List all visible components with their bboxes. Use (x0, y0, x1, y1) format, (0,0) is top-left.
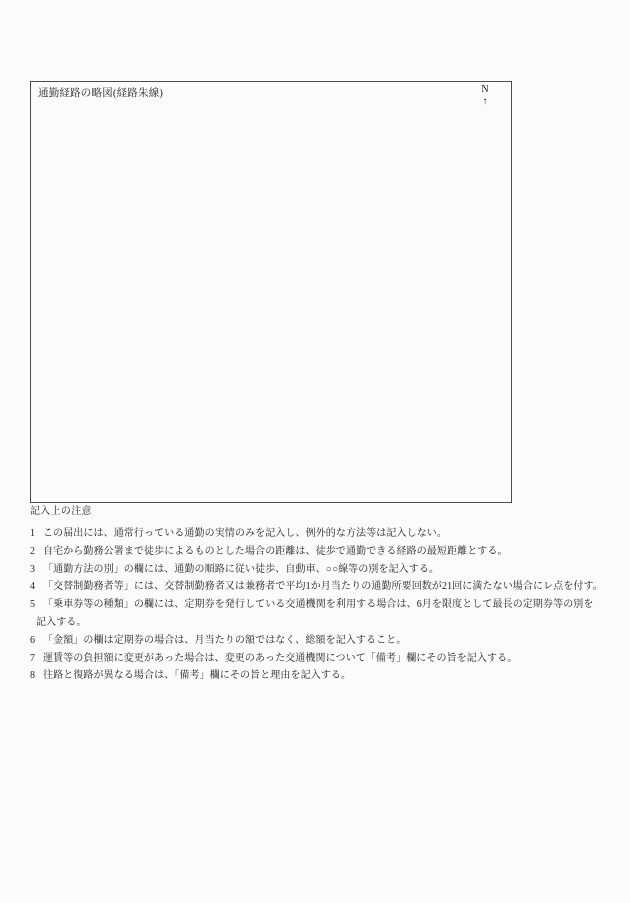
notes-heading: 記入上の注意 (30, 506, 92, 517)
note-item-number: 4 (30, 581, 35, 593)
note-item-text: 記入する。 (36, 616, 87, 628)
commute-route-map-box (30, 81, 512, 503)
note-item-text: 運賃等の負担額に変更があった場合は、変更のあった交通機関について「備考」欄にその旨を記入する。 (43, 652, 518, 664)
map-box-title: 通勤経路の略図(経路朱線) (38, 88, 164, 99)
note-item (30, 632, 610, 650)
notes-section (30, 505, 610, 685)
note-item-text: 「交替制勤務者等」には、交替制勤務者又は兼務者で平均1か月当たりの通勤所要回数が21回に満たない場合にレ点を付す。 (43, 581, 603, 593)
note-item-number: 7 (30, 652, 35, 664)
note-item (30, 650, 610, 668)
note-item-number: 8 (30, 670, 35, 682)
notes-list (30, 525, 610, 685)
compass-north-label: N (481, 84, 489, 95)
note-item-text: 往路と復路が異なる場合は、「備考」欄にその旨と理由を記入する。 (43, 670, 352, 682)
note-item-text: この届出には、通常行っている通勤の実情のみを記入し、例外的な方法等は記入しない。 (43, 528, 447, 539)
note-item-number: 2 (30, 545, 35, 557)
note-item-number: 5 (30, 599, 35, 611)
north-arrow-icon: ↑ (482, 96, 488, 107)
compass (477, 84, 493, 108)
note-item (30, 578, 610, 596)
note-item (30, 596, 610, 614)
note-item-text: 「通勤方法の別」の欄には、通勤の順路に従い徒歩、自動車、○○線等の別を記入する。 (43, 563, 440, 575)
note-item-number: 1 (30, 528, 35, 539)
note-item-text: 「乗車券等の種類」の欄には、定期券を発行している交通機関を利用する場合は、6月を限度として最長の定期券等の別を (43, 599, 594, 611)
note-item (30, 667, 610, 685)
note-item-number: 3 (30, 563, 35, 575)
note-item-text: 「金額」の欄は定期券の場合は、月当たりの額ではなく、総額を記入すること。 (43, 634, 407, 646)
note-item (30, 561, 610, 579)
note-item-text: 自宅から勤務公署まで徒歩によるものとした場合の距離は、徒歩で通勤できる経路の最短距離とする。 (43, 545, 508, 557)
note-item (30, 525, 610, 543)
note-item-number: 6 (30, 634, 35, 646)
note-item (30, 614, 610, 632)
note-item (30, 543, 610, 561)
